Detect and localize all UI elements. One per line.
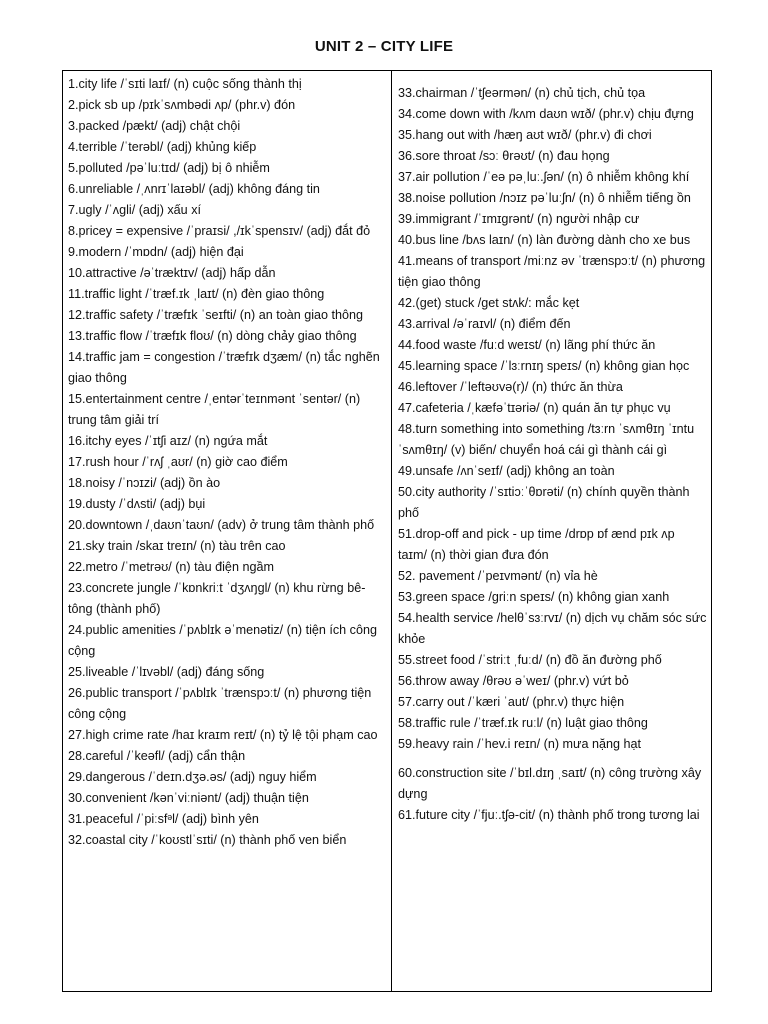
vocab-entry: 14.traffic jam = congestion /ˈtræfɪk dʒæm/ (n) tắc nghẽn giao thông [68,350,380,385]
vocab-entry: 10.attractive /əˈtræktɪv/ (adj) hấp dẫn [68,266,276,280]
vocab-entry: 5.polluted /pəˈluːtɪd/ (adj) bị ô nhiễm [68,161,270,175]
vocab-entry: 30.convenient /kənˈviːniənt/ (adj) thuận tiện [68,791,309,805]
right-column-group-a [398,83,707,755]
vocab-entry: 9.modern /ˈmɒdn/ (adj) hiện đại [68,245,244,259]
vocab-entry: 50.city authority /ˈsɪtiɔːˈθɒrəti/ (n) chính quyền thành phố [398,485,690,520]
vocab-entry: 6.unreliable /ˌʌnrɪˈlaɪəbl/ (adj) không đáng tin [68,182,320,196]
vocab-entry: 12.traffic safety /ˈtræfɪk ˈseɪfti/ (n) an toàn giao thông [68,308,364,322]
vocab-entry: 1.city life /ˈsɪti laɪf/ (n) cuộc sống thành thị [68,77,302,91]
vocab-entry: 52. pavement /ˈpeɪvmənt/ (n) vỉa hè [398,569,598,583]
vocab-entry: 21.sky train /skaɪ treɪn/ (n) tàu trên cao [68,539,286,553]
vocab-entry: 43.arrival /əˈraɪvl/ (n) điểm đến [398,317,571,331]
vocab-entry: 18.noisy /ˈnɔɪzi/ (adj) ồn ào [68,476,221,490]
vocab-entry: 58.traffic rule /ˈtræf.ɪk ruːl/ (n) luật giao thông [398,716,648,730]
vocab-entry: 29.dangerous /ˈdeɪn.dʒə.əs/ (adj) nguy hiểm [68,770,317,784]
vocab-entry: 32.coastal city /ˈkoʊstlˈsɪti/ (n) thành phố ven biển [68,833,347,847]
vocab-entry: 34.come down with /kʌm daʊn wɪð/ (phr.v) chịu đựng [398,107,694,121]
vocab-entry: 2.pick sb up /pɪkˈsʌmbədi ʌp/ (phr.v) đón [68,98,296,112]
vocab-entry: 53.green space /griːn speɪs/ (n) không gian xanh [398,590,670,604]
vocab-entry: 55.street food /ˈstriːt ˌfuːd/ (n) đồ ăn đường phố [398,653,662,667]
vocab-entry: 46.leftover /ˈleftəʊvə(r)/ (n) thức ăn thừa [398,380,623,394]
vocab-entry: 35.hang out with /hæŋ aʊt wɪð/ (phr.v) đi chơi [398,128,652,142]
vocab-entry: 36.sore throat /sɔː θrəʊt/ (n) đau họng [398,149,610,163]
vocab-entry: 28.careful /ˈkeəfl/ (adj) cẩn thận [68,749,246,763]
vocab-entry: 48.turn something into something /tɜːrn ˈsʌmθɪŋ ˈɪntu ˈsʌmθɪŋ/ (v) biến/ chuyển hoá cái gì thành cái gì [398,422,695,457]
vocab-entry: 11.traffic light /ˈtræf.ɪk ˌlaɪt/ (n) đèn giao thông [68,287,325,301]
vocab-entry: 61.future city /ˈfjuː.tʃə-cit/ (n) thành phố trong tương lai [398,808,700,822]
page-title: UNIT 2 – CITY LIFE [314,38,454,55]
vocab-entry: 15.entertainment centre /ˌentərˈteɪnmənt ˈsentər/ (n) trung tâm giải trí [68,392,361,427]
vocab-entry: 59.heavy rain /ˈhev.i reɪn/ (n) mưa nặng hạt [398,737,641,751]
vocab-entry: 19.dusty /ˈdʌsti/ (adj) bụi [68,497,206,511]
right-column-group-b [398,763,707,826]
left-column [63,71,392,991]
vocab-entry: 24.public amenities /ˈpʌblɪk əˈmenətiz/ (n) tiện ích công cộng [68,623,377,658]
vocab-entry: 3.packed /pækt/ (adj) chật chội [68,119,241,133]
vocab-entry: 56.throw away /θrəʊ əˈweɪ/ (phr.v) vứt bỏ [398,674,629,688]
vocab-entry: 49.unsafe /ʌnˈseɪf/ (adj) không an toàn [398,464,615,478]
vocab-entry: 41.means of transport /miːnz əv ˈtrænspɔːt/ (n) phương tiện giao thông [398,254,706,289]
vocab-entry: 33.chairman /ˈtʃeərmən/ (n) chủ tịch, chủ tọa [398,86,646,100]
vocab-entry: 45.learning space /ˈlɜːrnɪŋ speɪs/ (n) không gian học [398,359,690,373]
vocab-entry: 22.metro /ˈmetrəʊ/ (n) tàu điện ngầm [68,560,274,574]
right-column [392,71,711,991]
vocab-entry: 60.construction site /ˈbɪl.dɪŋ ˌsaɪt/ (n) công trường xây dựng [398,766,702,801]
vocab-entry: 26.public transport /ˈpʌblɪk ˈtrænspɔːt/ (n) phương tiện công cộng [68,686,372,721]
vocab-entry: 37.air pollution /ˈeə pəˌluː.ʃən/ (n) ô nhiễm không khí [398,170,690,184]
vocab-entry: 42.(get) stuck /get stʌk/: mắc kẹt [398,296,580,310]
vocab-entry: 51.drop-off and pick - up time /drɒp ɒf ænd pɪk ʌp taɪm/ (n) thời gian đưa đón [398,527,675,562]
vocab-entry: 40.bus line /bʌs laɪn/ (n) làn đường dành cho xe bus [398,233,691,247]
vocab-entry: 38.noise pollution /nɔɪz pəˈluːʃn/ (n) ô nhiễm tiếng ồn [398,191,691,205]
vocab-entry: 47.cafeteria /ˌkæfəˈtɪəriə/ (n) quán ăn tự phục vụ [398,401,671,415]
vocab-entry: 57.carry out /ˈkæri ˈaut/ (phr.v) thực hiện [398,695,625,709]
vocab-entry: 27.high crime rate /haɪ kraɪm reɪt/ (n) tỷ lệ tội phạm cao [68,728,378,742]
vocab-entry: 44.food waste /fuːd weɪst/ (n) lãng phí thức ăn [398,338,656,352]
vocab-entry: 54.health service /helθˈsɜːrvɪ/ (n) dịch vụ chăm sóc sức khỏe [398,611,707,646]
vocab-entry: 20.downtown /ˌdaʊnˈtaʊn/ (adv) ở trung tâm thành phố [68,518,375,532]
vocab-entry: 39.immigrant /ˈɪmɪgrənt/ (n) người nhập cư [398,212,640,226]
vocab-entry: 17.rush hour /ˈrʌʃ ˌaʊr/ (n) giờ cao điểm [68,455,288,469]
group-gap [398,755,707,763]
vocab-entry: 8.pricey = expensive /ˈpraɪsi/ ,/ɪkˈspensɪv/ (adj) đắt đỏ [68,224,371,238]
vocab-entry: 7.ugly /ˈʌgli/ (adj) xấu xí [68,203,201,217]
vocab-entry: 4.terrible /ˈterəbl/ (adj) khủng kiếp [68,140,257,154]
vocab-entry: 25.liveable /ˈlɪvəbl/ (adj) đáng sống [68,665,265,679]
vocab-entry: 23.concrete jungle /ˈkɒnkriːt ˈdʒʌŋgl/ (n) khu rừng bê-tông (thành phố) [68,581,366,616]
vocab-entry: 31.peaceful /ˈpiːsfᵊl/ (adj) bình yên [68,812,259,826]
vocabulary-table [62,70,712,992]
vocab-entry: 13.traffic flow /ˈtræfɪk floʊ/ (n) dòng chảy giao thông [68,329,357,343]
vocab-entry: 16.itchy eyes /ˈɪtʃi aɪz/ (n) ngứa mắt [68,434,268,448]
